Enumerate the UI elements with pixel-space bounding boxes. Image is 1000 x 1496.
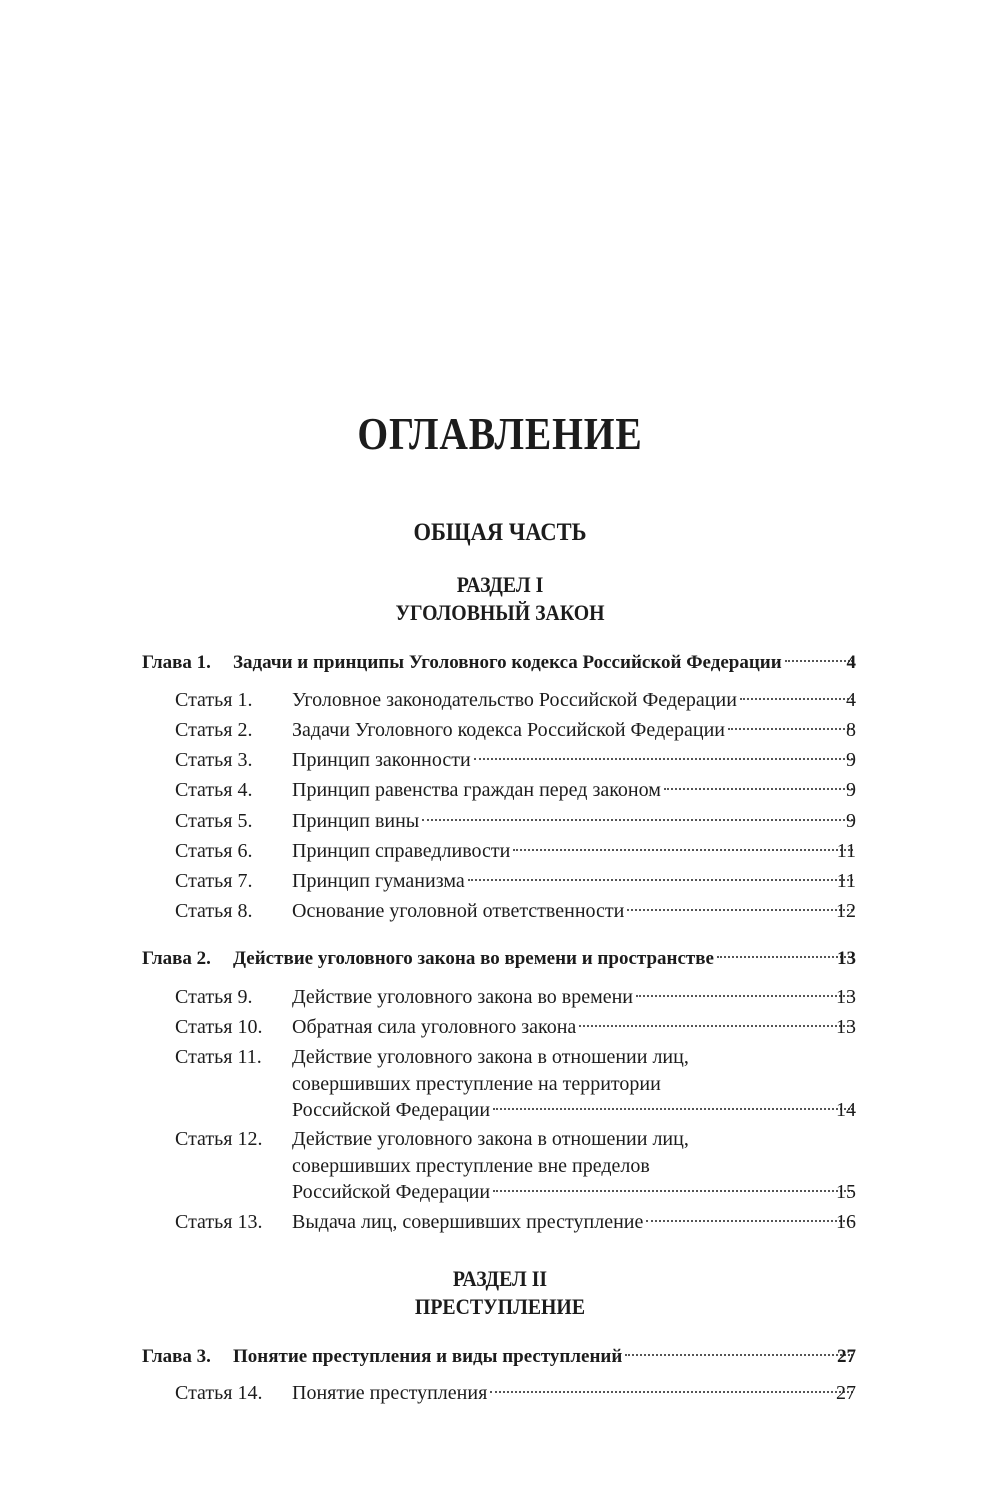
section-name: УГОЛОВНЫЙ ЗАКОН	[395, 600, 605, 625]
article-title: Действие уголовного закона во времени	[292, 986, 634, 1008]
page-number: 13	[836, 986, 856, 1008]
toc-article-3[interactable]	[0, 745, 1000, 775]
toc-article-9[interactable]	[0, 982, 1000, 1012]
toc-article-8[interactable]	[0, 896, 1000, 926]
dot-leader	[493, 1108, 853, 1110]
section-name: ПРЕСТУПЛЕНИЕ	[414, 1294, 586, 1319]
article-title: Уголовное законодательство Российской Федерации	[292, 689, 737, 711]
article-title-line: Российской Федерации	[292, 1099, 491, 1121]
dot-leader	[728, 728, 853, 730]
article-label: Статья 12.	[175, 1128, 263, 1150]
article-label: Статья 11.	[175, 1046, 262, 1068]
article-title: Принцип законности	[292, 749, 471, 771]
toc-article-4[interactable]	[0, 775, 1000, 805]
page-number: 13	[837, 948, 856, 969]
article-title-line: Действие уголовного закона в отношении лиц,	[292, 1046, 689, 1068]
page-number: 11	[836, 840, 856, 862]
page-number: 8	[846, 719, 856, 741]
page-number: 13	[836, 1016, 856, 1038]
page-number: 11	[836, 870, 856, 892]
toc-chapter-1[interactable]	[0, 648, 1000, 678]
chapter-label: Глава 1.	[142, 652, 211, 673]
article-label: Статья 10.	[175, 1016, 263, 1038]
article-title-line: совершивших преступление вне пределов	[292, 1155, 650, 1177]
article-title-line: Действие уголовного закона в отношении лиц,	[292, 1128, 689, 1150]
article-title: Принцип вины	[292, 810, 420, 832]
dot-leader	[474, 758, 853, 760]
page-number: 9	[846, 749, 856, 771]
article-title: Выдача лиц, совершивших преступление	[292, 1211, 644, 1233]
page-number: 4	[846, 652, 856, 673]
article-label: Статья 13.	[175, 1211, 263, 1233]
article-title-line: Российской Федерации	[292, 1181, 491, 1203]
article-title: Принцип равенства граждан перед законом	[292, 779, 661, 801]
page-number: 27	[837, 1346, 856, 1367]
page-number: 27	[836, 1382, 856, 1404]
page-number: 9	[846, 779, 856, 801]
article-title: Обратная сила уголовного закона	[292, 1016, 577, 1038]
page-number: 15	[836, 1181, 856, 1203]
toc-article-6[interactable]	[0, 836, 1000, 866]
page-title: ОГЛАВЛЕНИЕ	[357, 408, 643, 459]
part-heading: ОБЩАЯ ЧАСТЬ	[413, 519, 587, 546]
toc-article-13[interactable]	[0, 1207, 1000, 1237]
chapter-title: Понятие преступления и виды преступлений	[233, 1346, 623, 1367]
article-title-last-line	[0, 1095, 1000, 1125]
section-number: РАЗДЕЛ II	[452, 1266, 548, 1291]
toc-article-2[interactable]	[0, 715, 1000, 745]
section-number: РАЗДЕЛ I	[456, 572, 544, 597]
dot-leader	[636, 995, 853, 997]
dot-leader	[513, 849, 853, 851]
article-title: Принцип гуманизма	[292, 870, 465, 892]
page-number: 4	[846, 689, 856, 711]
toc-article-1[interactable]	[0, 685, 1000, 715]
dot-leader	[490, 1391, 853, 1393]
article-title: Задачи Уголовного кодекса Российской Федерации	[292, 719, 725, 741]
article-title: Понятие преступления	[292, 1382, 488, 1404]
dot-leader	[493, 1190, 853, 1192]
chapter-title: Действие уголовного закона во времени и пространстве	[233, 948, 714, 969]
article-label: Статья 8.	[175, 900, 253, 922]
page-number: 12	[836, 900, 856, 922]
dot-leader	[740, 698, 853, 700]
page-number: 16	[836, 1211, 856, 1233]
page-number: 14	[836, 1099, 856, 1121]
chapter-title: Задачи и принципы Уголовного кодекса Российской Федерации	[233, 652, 782, 673]
dot-leader	[627, 909, 853, 911]
article-label: Статья 4.	[175, 779, 253, 801]
article-label: Статья 3.	[175, 749, 253, 771]
article-label: Статья 14.	[175, 1382, 263, 1404]
dot-leader	[625, 1354, 853, 1356]
toc-article-5[interactable]	[0, 806, 1000, 836]
chapter-label: Глава 3.	[142, 1346, 211, 1367]
article-label: Статья 7.	[175, 870, 253, 892]
article-label: Статья 1.	[175, 689, 253, 711]
dot-leader	[422, 819, 853, 821]
article-label: Статья 5.	[175, 810, 253, 832]
toc-chapter-3[interactable]	[0, 1342, 1000, 1372]
toc-article-14[interactable]	[0, 1378, 1000, 1408]
chapter-label: Глава 2.	[142, 948, 211, 969]
dot-leader	[579, 1025, 853, 1027]
article-label: Статья 2.	[175, 719, 253, 741]
article-title-line: совершивших преступление на территории	[292, 1073, 661, 1095]
dot-leader	[646, 1220, 853, 1222]
dot-leader	[717, 956, 853, 958]
article-title: Основание уголовной ответственности	[292, 900, 625, 922]
article-label: Статья 9.	[175, 986, 253, 1008]
article-label: Статья 6.	[175, 840, 253, 862]
dot-leader	[468, 879, 853, 881]
toc-article-10[interactable]	[0, 1012, 1000, 1042]
toc-article-7[interactable]	[0, 866, 1000, 896]
dot-leader	[664, 788, 853, 790]
page-number: 9	[846, 810, 856, 832]
article-title-last-line	[0, 1177, 1000, 1207]
article-title: Принцип справедливости	[292, 840, 511, 862]
dot-leader	[785, 660, 853, 662]
toc-chapter-2[interactable]	[0, 944, 1000, 974]
